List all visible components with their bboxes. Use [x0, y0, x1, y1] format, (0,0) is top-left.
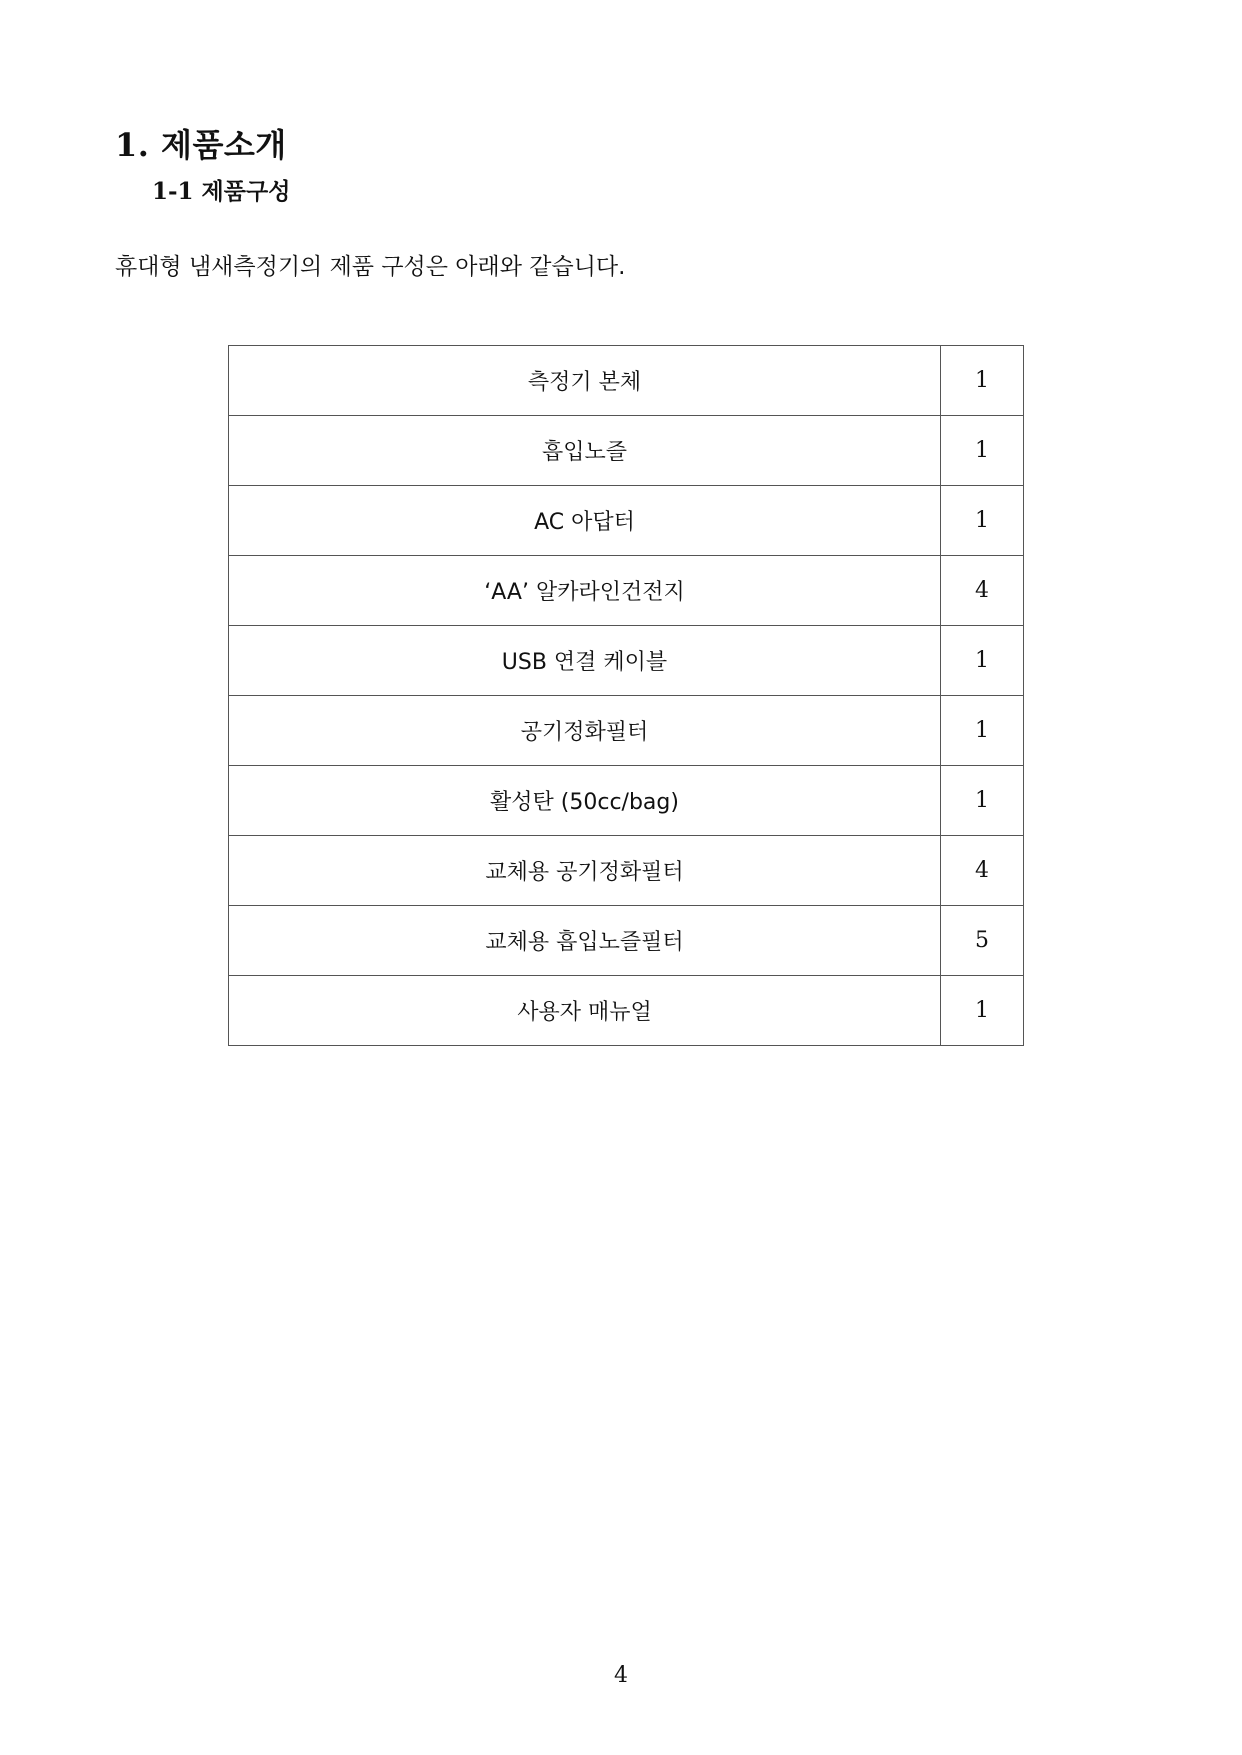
table-row: [229, 346, 1024, 416]
table-row: [229, 836, 1024, 906]
table-row: [229, 976, 1024, 1046]
page-number: 4: [614, 1663, 628, 1688]
component-quantity: 1: [941, 416, 1024, 486]
component-name: 활성탄 (50cc/bag): [229, 766, 941, 836]
table-row: [229, 626, 1024, 696]
section-heading: 1. 제품소개: [115, 126, 287, 164]
component-name: AC 아답터: [229, 486, 941, 556]
component-quantity: 1: [941, 976, 1024, 1046]
component-name: 교체용 흡입노즐필터: [229, 906, 941, 976]
component-quantity: 4: [941, 836, 1024, 906]
component-name: 흡입노즐: [229, 416, 941, 486]
component-name: USB 연결 케이블: [229, 626, 941, 696]
table-row: [229, 486, 1024, 556]
component-name: 측정기 본체: [229, 346, 941, 416]
table-row: [229, 696, 1024, 766]
component-name: 교체용 공기정화필터: [229, 836, 941, 906]
components-table: [228, 345, 1024, 1046]
intro-paragraph: 휴대형 냄새측정기의 제품 구성은 아래와 같습니다.: [115, 254, 626, 280]
table-row: [229, 416, 1024, 486]
component-quantity: 1: [941, 766, 1024, 836]
table-row: [229, 766, 1024, 836]
component-quantity: 1: [941, 346, 1024, 416]
component-quantity: 1: [941, 696, 1024, 766]
table-row: [229, 906, 1024, 976]
component-name: ‘AA’ 알카라인건전지: [229, 556, 941, 626]
component-quantity: 1: [941, 486, 1024, 556]
subsection-heading: 1-1 제품구성: [152, 178, 291, 205]
component-quantity: 4: [941, 556, 1024, 626]
component-name: 사용자 매뉴얼: [229, 976, 941, 1046]
table-row: [229, 556, 1024, 626]
component-quantity: 1: [941, 626, 1024, 696]
component-quantity: 5: [941, 906, 1024, 976]
component-name: 공기정화필터: [229, 696, 941, 766]
